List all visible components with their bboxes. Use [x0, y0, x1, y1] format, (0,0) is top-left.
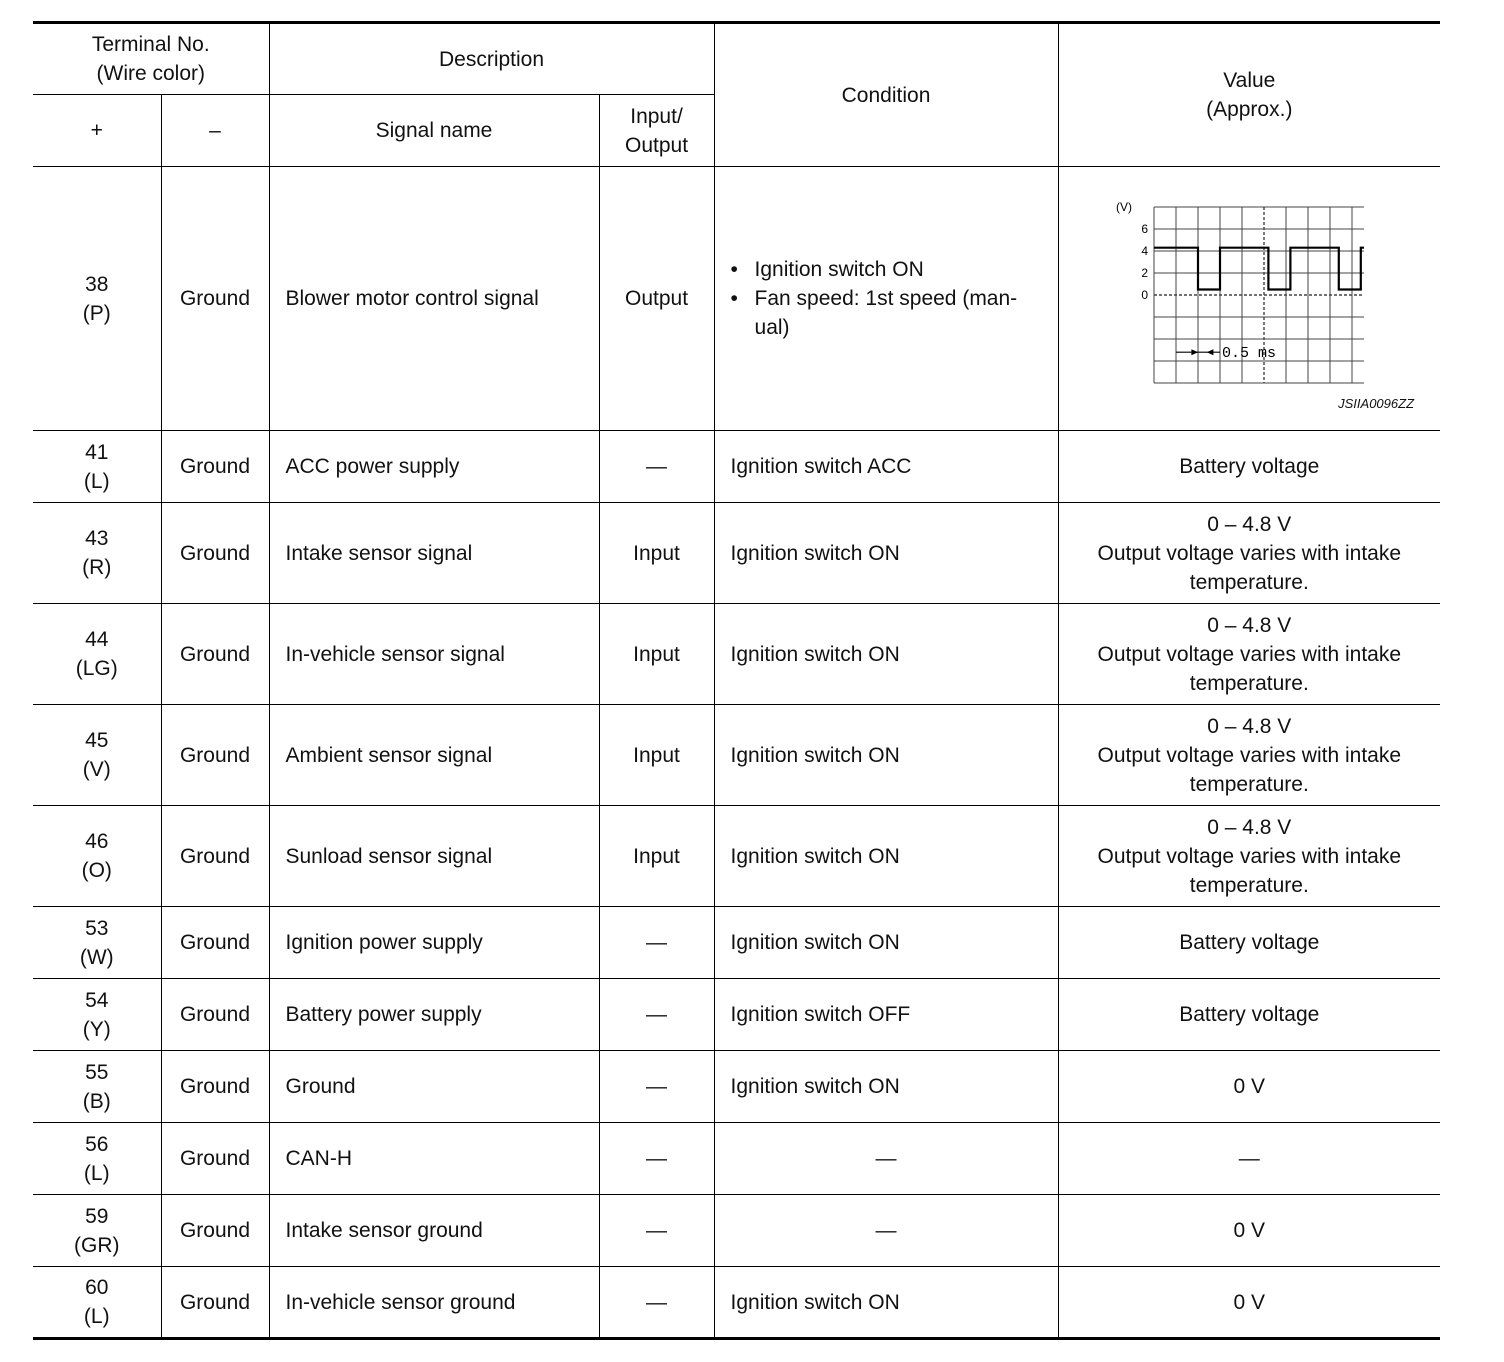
io-cell: —: [599, 979, 714, 1051]
wire-color: (L): [83, 1161, 110, 1185]
value-cell: [1058, 604, 1440, 705]
waveform-y-tick: 0: [1140, 288, 1148, 302]
value-cell: [1058, 1051, 1440, 1123]
time-arrow-left-icon: [1206, 349, 1213, 355]
table-row: [33, 979, 1440, 1051]
wire-color: (L): [83, 1305, 110, 1328]
figure-id: JSIIA0096ZZ: [1338, 396, 1415, 411]
header-input-output: [599, 95, 714, 167]
minus-cell: Ground: [161, 1123, 269, 1195]
signal-name-cell: In-vehicle sensor ground: [269, 1267, 599, 1339]
value-note-cont: temperature.: [1189, 570, 1309, 594]
minus-cell: Ground: [161, 806, 269, 907]
terminal-cell: [33, 1051, 161, 1123]
table-row: [33, 907, 1440, 979]
waveform-y-tick: 4: [1140, 244, 1148, 258]
value-note-cont: temperature.: [1189, 671, 1309, 695]
condition-text: Ignition switch ON: [754, 258, 924, 281]
terminal-number: 60: [85, 1276, 109, 1299]
value-note: Output voltage varies with intake: [1097, 743, 1402, 767]
value-range: 0 – 4.8 V: [1207, 512, 1292, 536]
io-cell: —: [599, 907, 714, 979]
condition-cell: Ignition switch ON: [714, 907, 1058, 979]
wire-color: (Y): [82, 1017, 111, 1041]
io-cell: —: [599, 1123, 714, 1195]
table-row: [33, 1267, 1440, 1339]
value-cell: [1058, 907, 1440, 979]
value-range: 0 – 4.8 V: [1207, 613, 1292, 637]
terminal-number: 54: [85, 988, 109, 1012]
wire-color: (L): [83, 469, 110, 493]
terminal-number: 41: [85, 440, 109, 464]
minus-cell: Ground: [161, 1267, 269, 1339]
minus-cell: Ground: [161, 979, 269, 1051]
header-row-top: [33, 23, 1440, 95]
io-cell: Output: [599, 167, 714, 431]
signal-name-cell: Ambient sensor signal: [269, 705, 599, 806]
io-cell: Input: [599, 705, 714, 806]
signal-name-cell: Intake sensor signal: [269, 503, 599, 604]
terminal-cell: [33, 167, 161, 431]
value-text: 0 V: [1233, 1075, 1266, 1098]
terminal-cell: [33, 1123, 161, 1195]
header-wire-color-label: (Wire color): [96, 62, 205, 85]
terminal-number: 38: [85, 272, 109, 296]
header-value: [1058, 23, 1440, 167]
table-row: [33, 1051, 1440, 1123]
terminal-cell: [33, 705, 161, 806]
value-text: Battery voltage: [1179, 455, 1320, 478]
value-text: Battery voltage: [1179, 1003, 1320, 1026]
signal-name-cell: Ground: [269, 1051, 599, 1123]
header-condition: Condition: [714, 23, 1058, 167]
condition-item: [731, 284, 1052, 342]
wire-color: (P): [82, 301, 111, 325]
minus-cell: Ground: [161, 167, 269, 431]
waveform-time-label: 0.5 ms: [1221, 345, 1276, 363]
signal-name-cell: Ignition power supply: [269, 907, 599, 979]
terminal-number: 45: [85, 729, 109, 752]
condition-text-cont: ual): [754, 316, 790, 339]
value-range: 0 – 4.8 V: [1207, 815, 1292, 839]
value-text: 0 V: [1233, 1219, 1266, 1242]
header-terminal: [33, 23, 269, 95]
condition-list: [731, 255, 1052, 342]
signal-name-cell: CAN-H: [269, 1123, 599, 1195]
header-signal-name: Signal name: [269, 95, 599, 167]
minus-cell: Ground: [161, 604, 269, 705]
minus-cell: Ground: [161, 907, 269, 979]
terminal-cell: [33, 979, 161, 1051]
minus-cell: Ground: [161, 431, 269, 503]
value-note-cont: temperature.: [1189, 772, 1309, 796]
value-text: 0 V: [1233, 1290, 1266, 1314]
wire-color: (R): [82, 556, 112, 579]
waveform-y-unit: (V): [1115, 200, 1132, 214]
header-value-label: Value: [1223, 69, 1276, 92]
condition-text: • Fan speed: 1st speed (man-: [754, 287, 1018, 310]
io-cell: —: [599, 1051, 714, 1123]
value-cell: [1058, 979, 1440, 1051]
value-cell: [1058, 705, 1440, 806]
signal-name-cell: In-vehicle sensor signal: [269, 604, 599, 705]
table-row: [33, 1195, 1440, 1267]
condition-cell: Ignition switch ON: [714, 604, 1058, 705]
condition-cell: Ignition switch ON: [714, 503, 1058, 604]
condition-cell: [714, 167, 1058, 431]
condition-cell: Ignition switch ON: [714, 1051, 1058, 1123]
condition-cell: Ignition switch ON: [714, 806, 1058, 907]
signal-name-cell: ACC power supply: [269, 431, 599, 503]
header-description: Description: [269, 23, 714, 95]
waveform-figure: [1059, 167, 1441, 430]
io-cell: Input: [599, 604, 714, 705]
table-row: [33, 503, 1440, 604]
io-cell: Input: [599, 806, 714, 907]
terminal-spec-table: [33, 21, 1440, 1340]
signal-name-cell: Blower motor control signal: [269, 167, 599, 431]
waveform-trace: [1154, 246, 1364, 290]
terminal-cell: [33, 431, 161, 503]
terminal-cell: [33, 503, 161, 604]
terminal-number: 53: [85, 916, 109, 940]
value-cell: [1058, 431, 1440, 503]
condition-cell: —: [714, 1195, 1058, 1267]
value-cell: [1058, 806, 1440, 907]
wire-color: (W): [79, 945, 114, 969]
minus-cell: Ground: [161, 503, 269, 604]
header-io-line1: Input/: [630, 104, 683, 128]
value-cell: [1058, 503, 1440, 604]
terminal-number: 46: [85, 830, 109, 853]
terminal-cell: [33, 604, 161, 705]
table-row: [33, 431, 1440, 503]
terminal-number: 56: [85, 1132, 109, 1156]
minus-cell: Ground: [161, 705, 269, 806]
table-row: [33, 1123, 1440, 1195]
table-row: [33, 806, 1440, 907]
wire-color: (V): [82, 758, 111, 781]
value-cell: [1058, 1195, 1440, 1267]
condition-cell: Ignition switch ACC: [714, 431, 1058, 503]
signal-name-cell: Intake sensor ground: [269, 1195, 599, 1267]
signal-name-cell: Battery power supply: [269, 979, 599, 1051]
terminal-number: 59: [85, 1204, 109, 1228]
condition-cell: —: [714, 1123, 1058, 1195]
oscilloscope-waveform: [1104, 197, 1364, 397]
wire-color: (GR): [74, 1233, 120, 1257]
value-text: Battery voltage: [1179, 931, 1320, 954]
signal-name-cell: Sunload sensor signal: [269, 806, 599, 907]
condition-item: [731, 255, 1052, 284]
terminal-cell: [33, 1195, 161, 1267]
table-row: [33, 167, 1440, 431]
waveform-y-tick: 2: [1140, 266, 1148, 280]
condition-cell: Ignition switch ON: [714, 1267, 1058, 1339]
table-row: [33, 705, 1440, 806]
value-cell-waveform: [1058, 167, 1440, 431]
value-cell: [1058, 1123, 1440, 1195]
io-cell: —: [599, 1195, 714, 1267]
value-note: Output voltage varies with intake: [1097, 642, 1402, 666]
header-plus: +: [33, 95, 161, 167]
value-cell: [1058, 1267, 1440, 1339]
minus-cell: Ground: [161, 1195, 269, 1267]
terminal-cell: [33, 1267, 161, 1339]
wire-color: (B): [82, 1089, 111, 1113]
value-note-cont: temperature.: [1189, 873, 1309, 897]
value-range: 0 – 4.8 V: [1207, 714, 1292, 738]
value-note: Output voltage varies with intake: [1097, 844, 1402, 868]
time-arrow-right-icon: [1191, 349, 1198, 355]
table-row: [33, 604, 1440, 705]
header-minus: –: [161, 95, 269, 167]
terminal-cell: [33, 806, 161, 907]
value-text: —: [1238, 1147, 1260, 1170]
header-terminal-label: Terminal No.: [91, 33, 210, 56]
io-cell: —: [599, 431, 714, 503]
wire-color: (LG): [75, 657, 118, 680]
wire-color: (O): [81, 859, 112, 882]
condition-cell: Ignition switch OFF: [714, 979, 1058, 1051]
header-value-approx: (Approx.): [1206, 98, 1293, 121]
io-cell: Input: [599, 503, 714, 604]
value-note: Output voltage varies with intake: [1097, 541, 1402, 565]
condition-cell: Ignition switch ON: [714, 705, 1058, 806]
waveform-y-tick: 6: [1140, 222, 1148, 236]
header-io-line2: Output: [624, 133, 689, 157]
terminal-number: 44: [85, 628, 109, 651]
terminal-number: 55: [85, 1060, 109, 1084]
io-cell: —: [599, 1267, 714, 1339]
terminal-number: 43: [85, 527, 109, 550]
minus-cell: Ground: [161, 1051, 269, 1123]
terminal-cell: [33, 907, 161, 979]
